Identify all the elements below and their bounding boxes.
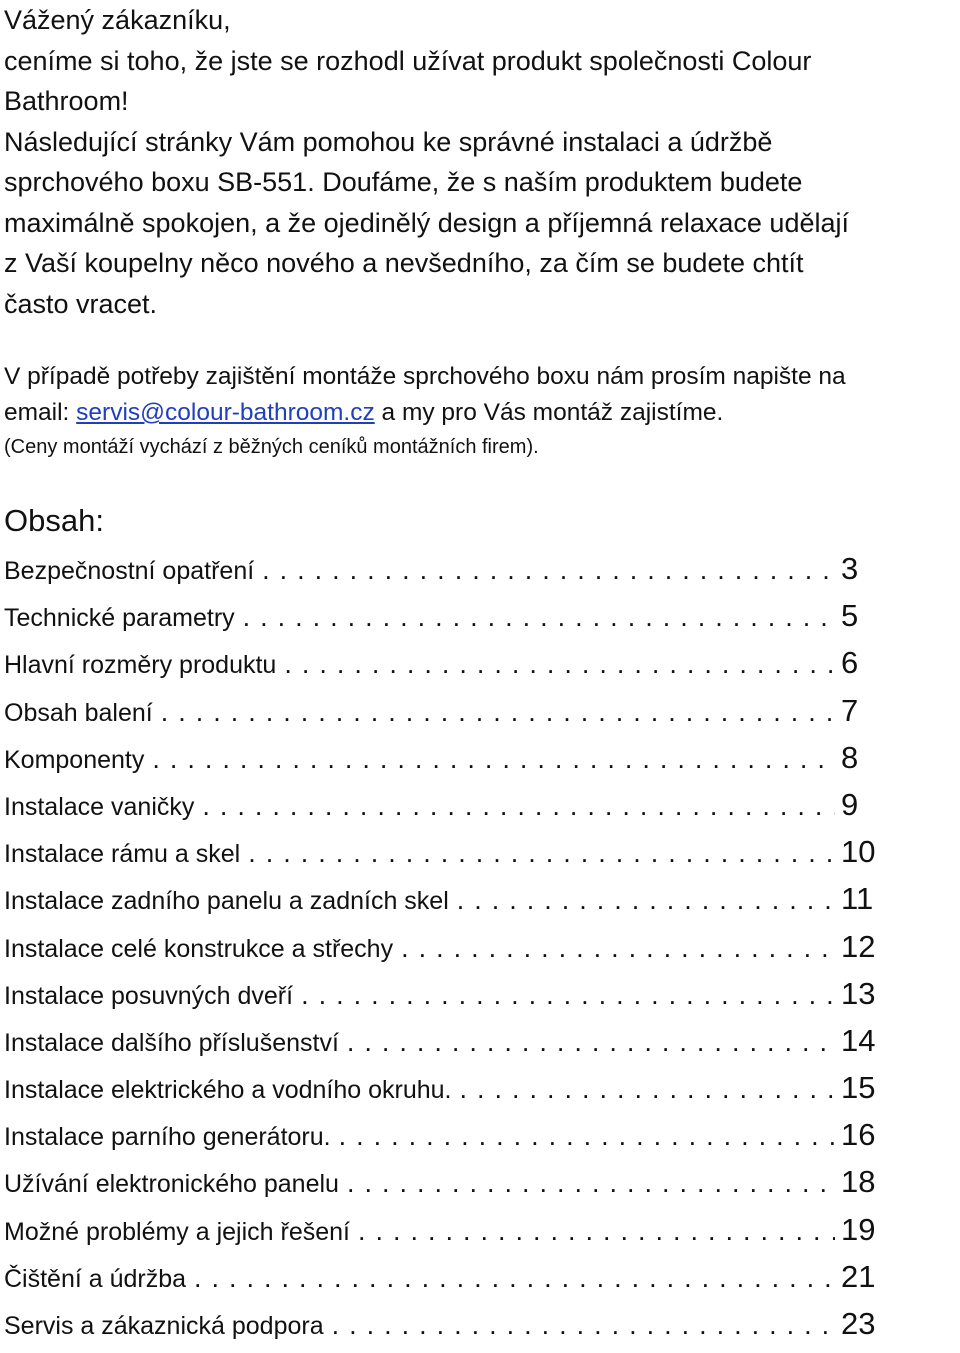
toc-entry-label: Instalace celé konstrukce a střechy — [4, 934, 394, 963]
toc-entry-label: Čištění a údržba — [4, 1264, 187, 1293]
intro-line: ceníme si toho, že jste se rozhodl užívat produkt společnosti Colour — [4, 45, 812, 76]
toc-entry-label: Komponenty — [4, 745, 145, 774]
service-email-line — [4, 395, 956, 431]
toc-entry-page: 15 — [841, 1070, 876, 1106]
toc-entry-label: Bezpečnostní opatření — [4, 557, 255, 585]
toc-entry[interactable] — [4, 1306, 879, 1353]
toc-entry[interactable] — [4, 551, 879, 598]
intro-line: Bathroom! — [4, 86, 129, 116]
toc-entry-page: 6 — [841, 645, 859, 681]
toc-dot-leader — [194, 791, 835, 822]
intro-section — [4, 0, 956, 324]
toc-dot-leader — [324, 1310, 835, 1341]
toc-entry-page: 18 — [841, 1164, 876, 1200]
toc-entry[interactable] — [4, 598, 879, 645]
toc-entry-page: 23 — [841, 1306, 876, 1341]
service-line: V případě potřeby zajištění montáže sprchového boxu nám prosím napište na — [4, 363, 846, 390]
toc-dot-leader — [293, 980, 835, 1011]
toc-dot-leader — [144, 744, 835, 775]
intro-line: sprchového boxu SB-551. Doufáme, že s naším produktem budete — [4, 167, 803, 197]
toc-dot-leader — [449, 885, 835, 916]
toc-entry[interactable] — [4, 740, 879, 787]
installation-service-section — [4, 359, 956, 463]
greeting: Vážený zákazníku, — [4, 5, 231, 35]
toc-dot-leader — [254, 555, 835, 586]
toc-entry[interactable] — [4, 693, 879, 740]
toc-entry[interactable] — [4, 929, 879, 976]
intro-line: maximálně spokojen, a že ojedinělý design a příjemná relaxace udělají — [4, 207, 849, 238]
toc-entry-page: 7 — [841, 692, 859, 728]
toc-entry-label: Možné problémy a jejich řešení — [4, 1217, 350, 1246]
toc-entry-page: 10 — [841, 834, 876, 870]
toc-dot-leader — [452, 1074, 836, 1105]
toc-entry-page: 16 — [841, 1117, 876, 1153]
toc-entry-page: 12 — [841, 928, 876, 964]
intro-line: Následující stránky Vám pomohou ke správné instalaci a údržbě — [4, 126, 773, 157]
toc-entry[interactable] — [4, 1164, 879, 1211]
toc-entry-page: 9 — [841, 786, 859, 822]
toc-entry[interactable] — [4, 787, 879, 834]
toc-dot-leader — [276, 649, 835, 680]
toc-dot-leader — [235, 602, 835, 633]
toc-entry-label: Hlavní rozměry produktu — [4, 651, 277, 680]
toc-entry[interactable] — [4, 645, 879, 692]
toc-entry-label: Instalace dalšího příslušenství — [4, 1028, 339, 1057]
email-suffix: a my pro Vás montáž zajistíme. — [374, 399, 724, 426]
toc-entry-page: 5 — [841, 598, 859, 634]
toc-dot-leader — [393, 933, 835, 964]
toc-dot-leader — [350, 1216, 835, 1247]
toc-entry-page: 14 — [841, 1022, 876, 1058]
toc-dot-leader — [339, 1168, 835, 1199]
toc-entry-label: Instalace parního generátoru. — [4, 1123, 331, 1152]
email-prefix: email: — [4, 399, 77, 426]
toc-entry[interactable] — [4, 1070, 879, 1117]
toc-entry[interactable] — [4, 881, 879, 928]
toc-entry[interactable] — [4, 834, 879, 881]
toc-entry[interactable] — [4, 1259, 879, 1306]
toc-dot-leader — [240, 838, 835, 869]
toc-entry-label: Servis a zákaznická podpora — [4, 1312, 324, 1340]
toc-entry-label: Instalace zadního panelu a zadních skel — [4, 887, 449, 916]
toc-entry-page: 13 — [841, 975, 876, 1011]
toc-entry[interactable] — [4, 1212, 879, 1259]
toc-entry-page: 3 — [841, 551, 859, 586]
toc-dot-leader — [153, 697, 835, 728]
toc-dot-leader — [186, 1263, 835, 1294]
toc-entry-label: Instalace posuvných dveří — [4, 981, 294, 1010]
toc-entry-label: Instalace rámu a skel — [4, 840, 241, 869]
toc-entry[interactable] — [4, 976, 879, 1023]
intro-line: často vracet. — [4, 288, 158, 319]
document-page — [4, 0, 956, 1353]
toc-entry-page: 11 — [841, 881, 874, 917]
toc-dot-leader — [331, 1121, 835, 1152]
toc-dot-leader — [339, 1027, 835, 1058]
toc-title: Obsah: — [4, 503, 104, 538]
toc-entry[interactable] — [4, 1023, 879, 1070]
table-of-contents — [4, 551, 879, 1353]
toc-entry-page: 8 — [841, 739, 859, 775]
email-link[interactable]: servis@colour-bathroom.cz — [76, 399, 375, 426]
toc-entry-page: 21 — [841, 1258, 876, 1294]
toc-entry-label: Technické parametry — [4, 604, 235, 633]
price-note: (Ceny montáží vychází z běžných ceníků montážních firem). — [4, 436, 539, 458]
toc-entry-label: Instalace vaničky — [4, 792, 195, 821]
toc-entry-page: 19 — [841, 1211, 876, 1247]
toc-entry-label: Užívání elektronického panelu — [4, 1170, 339, 1199]
toc-entry-label: Instalace elektrického a vodního okruhu. — [4, 1076, 452, 1105]
intro-line: z Vaší koupelny něco nového a nevšedního, za čím se budete chtít — [4, 248, 804, 278]
toc-entry-label: Obsah balení — [4, 698, 153, 727]
toc-entry[interactable] — [4, 1117, 879, 1164]
